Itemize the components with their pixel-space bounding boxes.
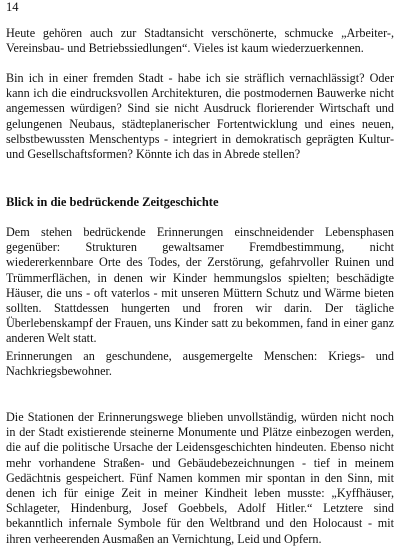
paragraph-memories: Dem stehen bedrückende Erinnerungen einschneidender Lebensphasen gegenüber: Strukturen gewaltsamer Fremdbestimmung, nicht wiedererkennbare Orte des Todes, der Zerstörung, gefahrvoller Ruinen und Trümmerflächen, in denen wir Kinder hemmungslos spielten; beschädigte Häuser, die uns - oft vaterlos - mit unseren Müttern Schutz und Wärme bieten sollten. Stattdessen hungerten und froren wir darin. Der tägliche Überlebenskampf der Frauen, uns Kinder satt zu bekommen, fand in einer ganz anderen Welt statt. [6,225,394,346]
page-number: 14 [6,0,19,14]
paragraph-intro: Heute gehören auch zur Stadtansicht verschönerte, schmucke „Arbeiter-, Vereinsbau- und Betriebssiedlungen“. Vieles ist kaum wiederzuerkennen. [6,26,394,56]
paragraph-stations: Die Stationen der Erinnerungswege blieben unvollständig, würden nicht noch in der Stadt existierende steinerne Monumente und Plätze einbezogen werden, die auf die politische Ursache der Leidensgeschichten hindeuten. Ebenso nicht mehr vorhandene Straßen- und Gebäudebezeichnungen - tief in meinem Gedächtnis gespeichert. Fünf Namen kommen mir spontan in den Sinn, mit denen ich für einige Zeit in meiner Kindheit leben musste: „Kyffhäuser, Schlageter, Hindenburg, Josef Goebbels, Adolf Hitler.“ Letztere sind bekanntlich infernale Symbole für den Weltbrand und den Holocaust - mit ihren verheerenden Ausmaßen an Vernichtung, Leid und Opfern. [6,410,394,546]
paragraph-questions: Bin ich in einer fremden Stadt - habe ich sie sträflich vernachlässigt? Oder kann ich die eindrucksvollen Architekturen, die postmodernen Bauwerke nicht angemessen würdigen? Sind sie nicht Ausdruck florierender Wirtschaft und gelungenen Neubaus, städteplanerischer Fortentwicklung und eines neuen, selbstbewussten Menschentyps - integriert in demokratisch geprägten Kultur- und Gesellschaftsformen? Könnte ich das in Abrede stellen? [6,71,394,162]
paragraph-people: Erinnerungen an geschundene, ausgemergelte Menschen: Kriegs- und Nachkriegsbewohner. [6,349,394,379]
section-heading: Blick in die bedrückende Zeitgeschichte [6,195,219,209]
